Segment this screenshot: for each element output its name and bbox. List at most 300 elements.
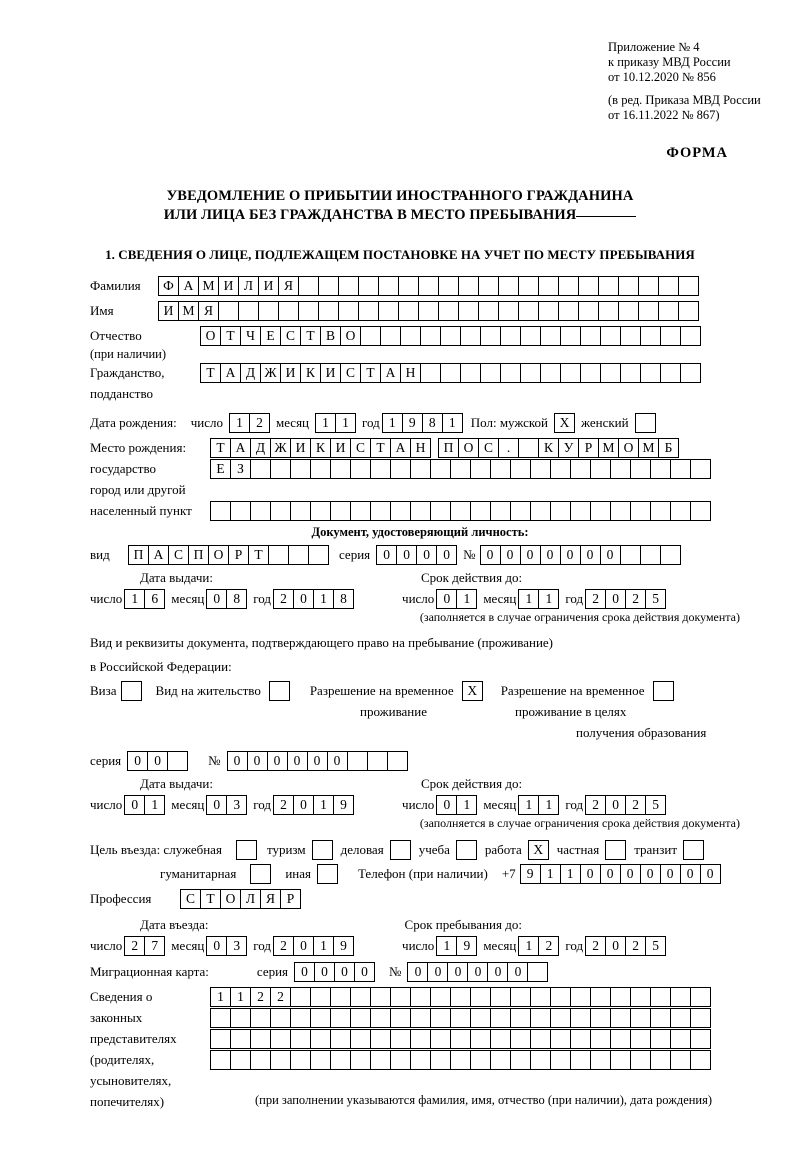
char-cell[interactable] [410,987,431,1007]
visa-checkbox[interactable] [121,681,142,701]
char-cell[interactable]: 0 [600,864,621,884]
char-cell[interactable] [460,363,481,383]
char-cell[interactable]: 1 [335,413,356,433]
char-cell[interactable] [550,459,571,479]
char-cell[interactable]: Я [278,276,299,296]
char-cell[interactable]: 0 [416,545,437,565]
char-cell[interactable] [398,301,419,321]
char-cell[interactable]: 2 [124,936,145,956]
char-cell[interactable]: 0 [396,545,417,565]
char-cell[interactable]: Н [400,363,421,383]
char-cell[interactable] [347,751,368,771]
doc-series-input[interactable] [376,545,457,565]
char-cell[interactable] [620,363,641,383]
char-cell[interactable] [390,459,411,479]
char-cell[interactable] [690,1008,711,1028]
char-cell[interactable] [318,276,339,296]
char-cell[interactable] [250,501,271,521]
edu-residence-checkbox[interactable] [653,681,674,701]
char-cell[interactable]: 0 [436,589,457,609]
purpose-tourism-checkbox[interactable] [312,840,333,860]
char-cell[interactable] [410,501,431,521]
char-cell[interactable] [430,1008,451,1028]
char-cell[interactable] [638,276,659,296]
char-cell[interactable] [478,301,499,321]
char-cell[interactable] [590,459,611,479]
char-cell[interactable] [630,501,651,521]
char-cell[interactable]: М [638,438,659,458]
char-cell[interactable] [290,987,311,1007]
char-cell[interactable] [250,1050,271,1070]
char-cell[interactable]: 0 [700,864,721,884]
char-cell[interactable]: Т [210,438,231,458]
legal-rep-input-1[interactable] [210,987,711,1007]
char-cell[interactable]: Р [280,889,301,909]
char-cell[interactable] [367,751,388,771]
char-cell[interactable]: 1 [518,589,539,609]
birth-city-input-row1[interactable] [438,438,679,458]
char-cell[interactable]: Н [410,438,431,458]
char-cell[interactable]: О [220,889,241,909]
char-cell[interactable]: 0 [327,751,348,771]
char-cell[interactable] [530,1029,551,1049]
char-cell[interactable]: М [178,301,199,321]
char-cell[interactable] [310,1008,331,1028]
char-cell[interactable] [430,1050,451,1070]
char-cell[interactable]: 0 [127,751,148,771]
char-cell[interactable] [680,363,701,383]
char-cell[interactable]: 1 [229,413,250,433]
char-cell[interactable]: З [230,459,251,479]
char-cell[interactable]: И [320,363,341,383]
char-cell[interactable] [690,1029,711,1049]
char-cell[interactable] [500,363,521,383]
char-cell[interactable] [270,459,291,479]
char-cell[interactable]: 1 [518,795,539,815]
char-cell[interactable]: Д [240,363,261,383]
char-cell[interactable]: Л [238,276,259,296]
char-cell[interactable] [310,1050,331,1070]
char-cell[interactable]: 1 [315,413,336,433]
char-cell[interactable]: 0 [267,751,288,771]
char-cell[interactable]: 2 [273,589,294,609]
char-cell[interactable] [350,1029,371,1049]
char-cell[interactable] [330,459,351,479]
char-cell[interactable] [498,301,519,321]
purpose-transit-checkbox[interactable] [683,840,704,860]
char-cell[interactable] [620,545,641,565]
char-cell[interactable]: 0 [560,545,581,565]
char-cell[interactable]: 0 [480,545,501,565]
char-cell[interactable]: 0 [447,962,468,982]
char-cell[interactable] [258,301,279,321]
char-cell[interactable]: Е [210,459,231,479]
char-cell[interactable] [430,459,451,479]
char-cell[interactable] [578,301,599,321]
char-cell[interactable] [210,501,231,521]
char-cell[interactable]: 1 [210,987,231,1007]
migration-series-input[interactable] [294,962,375,982]
char-cell[interactable] [330,1029,351,1049]
char-cell[interactable]: 1 [560,864,581,884]
char-cell[interactable] [510,1050,531,1070]
doc-kind-input[interactable] [128,545,329,565]
char-cell[interactable] [290,1008,311,1028]
char-cell[interactable]: 2 [250,987,271,1007]
char-cell[interactable]: 0 [206,589,227,609]
char-cell[interactable]: С [340,363,361,383]
char-cell[interactable]: О [618,438,639,458]
char-cell[interactable] [510,987,531,1007]
char-cell[interactable]: Ф [158,276,179,296]
char-cell[interactable]: 0 [206,936,227,956]
char-cell[interactable] [470,501,491,521]
stay-year-input[interactable] [585,936,666,956]
char-cell[interactable] [590,1029,611,1049]
char-cell[interactable]: 0 [605,589,626,609]
char-cell[interactable]: Т [370,438,391,458]
char-cell[interactable] [480,326,501,346]
char-cell[interactable] [510,459,531,479]
char-cell[interactable]: Т [300,326,321,346]
char-cell[interactable]: К [300,363,321,383]
phone-input[interactable] [520,864,721,884]
char-cell[interactable]: Т [200,363,221,383]
char-cell[interactable]: 1 [442,413,463,433]
char-cell[interactable] [450,501,471,521]
doc-issue-month-input[interactable] [206,589,247,609]
char-cell[interactable]: 1 [518,936,539,956]
char-cell[interactable] [550,1050,571,1070]
char-cell[interactable] [410,1050,431,1070]
char-cell[interactable]: С [280,326,301,346]
char-cell[interactable] [658,301,679,321]
birth-year-input[interactable] [382,413,463,433]
char-cell[interactable] [650,987,671,1007]
char-cell[interactable] [518,276,539,296]
char-cell[interactable] [440,326,461,346]
char-cell[interactable]: А [390,438,411,458]
char-cell[interactable]: 0 [376,545,397,565]
char-cell[interactable] [650,1008,671,1028]
char-cell[interactable] [230,1050,251,1070]
char-cell[interactable]: 1 [456,795,477,815]
char-cell[interactable] [690,501,711,521]
char-cell[interactable] [670,1050,691,1070]
char-cell[interactable] [520,326,541,346]
char-cell[interactable]: А [230,438,251,458]
char-cell[interactable]: К [310,438,331,458]
char-cell[interactable] [387,751,408,771]
char-cell[interactable] [420,326,441,346]
char-cell[interactable]: 2 [585,795,606,815]
char-cell[interactable] [610,987,631,1007]
char-cell[interactable] [370,1008,391,1028]
char-cell[interactable] [518,438,539,458]
char-cell[interactable] [670,501,691,521]
char-cell[interactable] [458,276,479,296]
char-cell[interactable]: А [148,545,169,565]
char-cell[interactable] [450,459,471,479]
entry-day-input[interactable] [124,936,165,956]
char-cell[interactable] [650,1029,671,1049]
char-cell[interactable]: 2 [273,936,294,956]
char-cell[interactable] [350,1008,371,1028]
char-cell[interactable]: 0 [520,545,541,565]
char-cell[interactable]: Ж [270,438,291,458]
char-cell[interactable]: 1 [538,589,559,609]
char-cell[interactable]: С [180,889,201,909]
doc-valid-month-input[interactable] [518,589,559,609]
surname-input[interactable] [158,276,699,296]
char-cell[interactable] [310,459,331,479]
char-cell[interactable] [370,1029,391,1049]
char-cell[interactable] [460,326,481,346]
char-cell[interactable]: 0 [293,936,314,956]
char-cell[interactable]: И [290,438,311,458]
char-cell[interactable]: 6 [144,589,165,609]
char-cell[interactable] [570,1029,591,1049]
char-cell[interactable] [630,1050,651,1070]
char-cell[interactable]: Т [360,363,381,383]
char-cell[interactable] [640,363,661,383]
char-cell[interactable]: Р [578,438,599,458]
birth-city-input-row3[interactable] [210,501,711,521]
char-cell[interactable] [310,501,331,521]
char-cell[interactable] [490,1050,511,1070]
char-cell[interactable]: Т [248,545,269,565]
char-cell[interactable] [250,459,271,479]
char-cell[interactable] [290,1029,311,1049]
char-cell[interactable] [378,301,399,321]
char-cell[interactable]: 1 [230,987,251,1007]
permit-valid-month-input[interactable] [518,795,559,815]
citizenship-input[interactable] [200,363,701,383]
char-cell[interactable] [218,301,239,321]
char-cell[interactable] [360,326,381,346]
char-cell[interactable] [210,1050,231,1070]
char-cell[interactable] [470,1029,491,1049]
char-cell[interactable] [370,501,391,521]
char-cell[interactable] [230,1008,251,1028]
char-cell[interactable]: 0 [605,795,626,815]
purpose-work-checkbox[interactable]: X [528,840,549,860]
char-cell[interactable] [610,501,631,521]
char-cell[interactable] [398,276,419,296]
char-cell[interactable]: 0 [206,795,227,815]
char-cell[interactable] [490,987,511,1007]
char-cell[interactable]: 0 [354,962,375,982]
char-cell[interactable]: 9 [456,936,477,956]
char-cell[interactable]: 7 [144,936,165,956]
char-cell[interactable]: 0 [600,545,621,565]
char-cell[interactable] [490,459,511,479]
char-cell[interactable] [450,987,471,1007]
char-cell[interactable]: 0 [314,962,335,982]
sex-male-checkbox[interactable]: X [554,413,575,433]
char-cell[interactable] [540,326,561,346]
char-cell[interactable] [270,1029,291,1049]
char-cell[interactable] [678,301,699,321]
char-cell[interactable]: 0 [605,936,626,956]
char-cell[interactable] [530,1008,551,1028]
char-cell[interactable]: С [350,438,371,458]
char-cell[interactable]: 3 [226,936,247,956]
char-cell[interactable]: А [178,276,199,296]
char-cell[interactable] [558,301,579,321]
char-cell[interactable] [598,276,619,296]
char-cell[interactable] [358,301,379,321]
entry-year-input[interactable] [273,936,354,956]
char-cell[interactable] [640,326,661,346]
char-cell[interactable]: 0 [620,864,641,884]
char-cell[interactable]: П [438,438,459,458]
char-cell[interactable]: 2 [249,413,270,433]
char-cell[interactable] [410,1008,431,1028]
char-cell[interactable]: О [208,545,229,565]
char-cell[interactable]: Ж [260,363,281,383]
char-cell[interactable]: 1 [436,936,457,956]
char-cell[interactable] [530,459,551,479]
char-cell[interactable] [470,1008,491,1028]
char-cell[interactable] [600,326,621,346]
char-cell[interactable]: 1 [313,936,334,956]
char-cell[interactable] [350,1050,371,1070]
char-cell[interactable] [308,545,329,565]
char-cell[interactable] [318,301,339,321]
sex-female-checkbox[interactable] [635,413,656,433]
char-cell[interactable] [358,276,379,296]
char-cell[interactable] [690,1050,711,1070]
char-cell[interactable] [238,301,259,321]
char-cell[interactable] [430,501,451,521]
char-cell[interactable] [490,1008,511,1028]
char-cell[interactable] [570,1050,591,1070]
char-cell[interactable] [380,326,401,346]
char-cell[interactable] [470,987,491,1007]
char-cell[interactable] [370,459,391,479]
char-cell[interactable]: 2 [625,589,646,609]
char-cell[interactable] [310,987,331,1007]
char-cell[interactable] [630,459,651,479]
char-cell[interactable] [167,751,188,771]
legal-rep-input-4[interactable] [210,1050,711,1070]
char-cell[interactable]: 0 [436,795,457,815]
char-cell[interactable] [630,1008,651,1028]
char-cell[interactable] [660,545,681,565]
char-cell[interactable] [490,1029,511,1049]
char-cell[interactable] [478,276,499,296]
char-cell[interactable] [618,276,639,296]
char-cell[interactable] [538,301,559,321]
char-cell[interactable] [310,1029,331,1049]
char-cell[interactable] [480,363,501,383]
purpose-other-checkbox[interactable] [317,864,338,884]
char-cell[interactable]: 0 [540,545,561,565]
char-cell[interactable]: М [198,276,219,296]
char-cell[interactable] [618,301,639,321]
char-cell[interactable] [470,459,491,479]
permit-valid-year-input[interactable] [585,795,666,815]
char-cell[interactable] [270,1050,291,1070]
char-cell[interactable] [570,501,591,521]
char-cell[interactable] [670,459,691,479]
char-cell[interactable] [450,1050,471,1070]
char-cell[interactable]: 0 [640,864,661,884]
char-cell[interactable] [268,545,289,565]
char-cell[interactable] [640,545,661,565]
char-cell[interactable]: 1 [313,795,334,815]
char-cell[interactable] [550,1029,571,1049]
char-cell[interactable]: 0 [427,962,448,982]
purpose-private-checkbox[interactable] [605,840,626,860]
char-cell[interactable] [670,1029,691,1049]
char-cell[interactable]: 9 [520,864,541,884]
char-cell[interactable]: 2 [625,795,646,815]
temp-residence-checkbox[interactable]: X [462,681,483,701]
char-cell[interactable] [630,1029,651,1049]
char-cell[interactable] [370,1050,391,1070]
char-cell[interactable] [390,987,411,1007]
char-cell[interactable] [438,276,459,296]
char-cell[interactable]: 0 [227,751,248,771]
birth-state-input[interactable] [210,438,431,458]
char-cell[interactable] [590,1008,611,1028]
doc-valid-day-input[interactable] [436,589,477,609]
char-cell[interactable] [250,1008,271,1028]
char-cell[interactable] [660,363,681,383]
char-cell[interactable] [690,987,711,1007]
char-cell[interactable] [610,1029,631,1049]
char-cell[interactable] [530,987,551,1007]
char-cell[interactable]: П [128,545,149,565]
char-cell[interactable]: 1 [456,589,477,609]
char-cell[interactable] [598,301,619,321]
char-cell[interactable]: 2 [538,936,559,956]
char-cell[interactable]: 0 [124,795,145,815]
char-cell[interactable]: К [538,438,559,458]
profession-input[interactable] [180,889,301,909]
char-cell[interactable]: М [598,438,619,458]
residence-checkbox[interactable] [269,681,290,701]
char-cell[interactable] [270,1008,291,1028]
char-cell[interactable]: 0 [293,795,314,815]
char-cell[interactable] [450,1008,471,1028]
char-cell[interactable]: 0 [436,545,457,565]
char-cell[interactable] [288,545,309,565]
char-cell[interactable] [290,501,311,521]
char-cell[interactable]: 5 [645,795,666,815]
char-cell[interactable]: 0 [660,864,681,884]
char-cell[interactable] [330,501,351,521]
stay-month-input[interactable] [518,936,559,956]
char-cell[interactable]: 0 [293,589,314,609]
char-cell[interactable] [390,1029,411,1049]
char-cell[interactable]: И [158,301,179,321]
char-cell[interactable] [450,1029,471,1049]
char-cell[interactable]: 9 [333,795,354,815]
char-cell[interactable]: Т [200,889,221,909]
char-cell[interactable] [390,1008,411,1028]
char-cell[interactable]: . [498,438,519,458]
char-cell[interactable] [230,1029,251,1049]
char-cell[interactable]: 0 [500,545,521,565]
char-cell[interactable] [678,276,699,296]
char-cell[interactable]: 1 [538,795,559,815]
char-cell[interactable] [210,1008,231,1028]
char-cell[interactable] [250,1029,271,1049]
legal-rep-input-3[interactable] [210,1029,711,1049]
